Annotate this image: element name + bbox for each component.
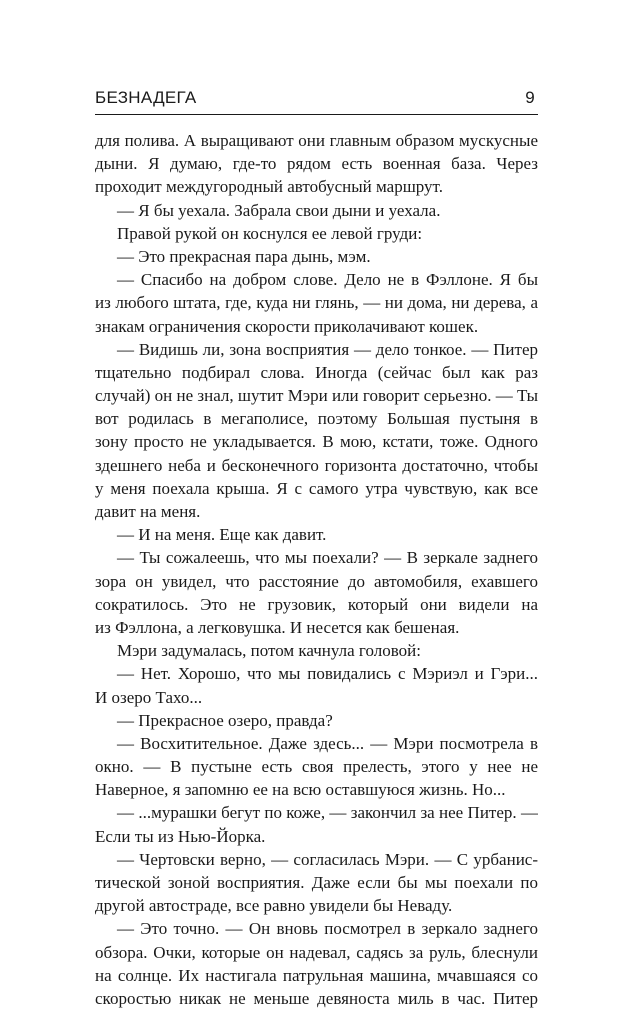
text-line xyxy=(95,917,538,940)
text-line xyxy=(95,268,538,291)
text-line xyxy=(95,639,538,662)
text-line-content: обзора. Очки, которые он надевал, садясь за руль, блеснули xyxy=(95,942,538,962)
text-line-content: другой автостраде, все равно увидели бы Неваду. xyxy=(95,896,453,916)
text-line-content: Правой рукой он коснулся ее левой груди: xyxy=(117,223,423,243)
text-line xyxy=(95,570,538,593)
text-line-content: тической зоной восприятия. Даже если бы мы поехали по xyxy=(95,873,538,892)
text-line xyxy=(95,384,538,407)
text-line xyxy=(95,616,538,639)
text-line-content: Наверное, я запомню ее на всю оставшуюся жизнь. Но... xyxy=(95,780,506,800)
text-line xyxy=(95,686,538,709)
text-line-content: И озеро Тахо... xyxy=(95,687,203,707)
text-line-content: из Фэллона, а легковушка. И несется как бешеная. xyxy=(95,617,460,637)
text-line xyxy=(95,732,538,755)
text-line-content: — Спасибо на добром слове. Дело не в Фэллоне. Я бы xyxy=(117,270,538,290)
text-line-content: Если ты из Нью-Йорка. xyxy=(95,826,266,846)
text-line xyxy=(95,454,538,477)
text-line-content: знакам ограничения скорости приколачивают кошек. xyxy=(95,316,479,336)
text-line-content: зону просто не укладывается. В мою, кстати, тоже. Одного xyxy=(95,432,538,452)
text-line xyxy=(95,500,538,523)
text-line xyxy=(95,593,538,616)
text-line xyxy=(95,894,538,917)
text-line-content: здешнего неба и бесконечного горизонта достаточно, чтобы xyxy=(95,455,538,475)
text-line xyxy=(95,129,538,152)
text-line-content: — Это точно. — Он вновь посмотрел в зеркало заднего xyxy=(117,919,538,939)
text-line-content: давит на меня. xyxy=(95,502,201,521)
text-line xyxy=(95,987,538,1010)
text-line-content: — Это прекрасная пара дынь, мэм. xyxy=(117,246,371,266)
text-line-content: — Ты сожалеешь, что мы поехали? — В зеркале заднего xyxy=(117,548,538,568)
text-line xyxy=(95,546,538,569)
text-line xyxy=(95,755,538,778)
text-line xyxy=(95,941,538,964)
text-line-content: тщательно подбирал слова. Иногда (сейчас был как раз xyxy=(95,362,538,382)
text-line-content: на солнце. Их настигала патрульная машина, мчавшаяся со xyxy=(95,965,538,985)
text-line xyxy=(95,175,538,198)
body-text xyxy=(95,129,538,1010)
text-line xyxy=(95,199,538,222)
running-title: БЕЗНАДЕГА xyxy=(95,88,197,107)
text-line-content: скоростью никак не меньше девяноста миль в час. Питер xyxy=(95,988,538,1008)
text-line-content: — Прекрасное озеро, правда? xyxy=(117,710,333,730)
text-line-content: окно. — В пустыне есть своя прелесть, этого у нее не xyxy=(95,757,538,777)
text-line xyxy=(95,245,538,268)
text-line-content: — ...мурашки бегут по коже, — закончил за нее Питер. — xyxy=(117,803,538,823)
text-line-content: зора он увидел, что расстояние до автомобиля, ехавшего xyxy=(95,571,538,591)
text-line xyxy=(95,430,538,453)
text-line xyxy=(95,662,538,685)
text-line xyxy=(95,152,538,175)
text-line-content: у меня поехала крыша. Я с самого утра чувствую, как все xyxy=(95,478,538,498)
text-line-content: — Восхитительное. Даже здесь... — Мэри посмотрела в xyxy=(117,733,538,753)
text-line xyxy=(95,361,538,384)
header-rule xyxy=(95,114,538,115)
page-number: 9 xyxy=(525,88,535,107)
text-line-content: — Чертовски верно, — согласилась Мэри. — С урбанис- xyxy=(117,849,538,869)
text-line xyxy=(95,407,538,430)
text-line-content: дыни. Я думаю, где-то рядом есть военная база. Через xyxy=(95,154,538,174)
text-line-content: Мэри задумалась, потом качнула головой: xyxy=(117,641,421,661)
text-line xyxy=(95,477,538,500)
text-line xyxy=(95,291,538,314)
text-line-content: — Видишь ли, зона восприятия — дело тонкое. — Питер xyxy=(117,339,538,359)
text-line xyxy=(95,222,538,245)
text-line xyxy=(95,825,538,848)
text-line xyxy=(95,964,538,987)
running-head xyxy=(95,88,538,114)
text-line xyxy=(95,338,538,361)
text-line xyxy=(95,871,538,894)
text-line-content: для полива. А выращивают они главным образом мускусные xyxy=(95,131,538,150)
text-line-content: проходит междугородный автобусный маршрут. xyxy=(95,177,443,197)
text-line-content: из любого штата, где, куда ни глянь, — ни дома, ни дерева, а xyxy=(95,293,538,313)
text-line-content: сократилось. Это не грузовик, который они видели на xyxy=(95,594,538,614)
text-line-content: — Я бы уехала. Забрала свои дыни и уехала. xyxy=(117,200,441,220)
text-line xyxy=(95,709,538,732)
text-line-content: случай) он не знал, шутит Мэри или говорит серьезно. — Ты xyxy=(95,386,538,406)
text-line xyxy=(95,778,538,801)
text-line xyxy=(95,848,538,871)
text-line xyxy=(95,523,538,546)
text-line-content: вот родилась в мегаполисе, поэтому Большая пустыня в xyxy=(95,409,538,429)
text-line-content: — Нет. Хорошо, что мы повидались с Мэриэл и Гэри... xyxy=(117,664,538,684)
text-line xyxy=(95,801,538,824)
text-line-content: — И на меня. Еще как давит. xyxy=(117,525,327,545)
text-line xyxy=(95,315,538,338)
